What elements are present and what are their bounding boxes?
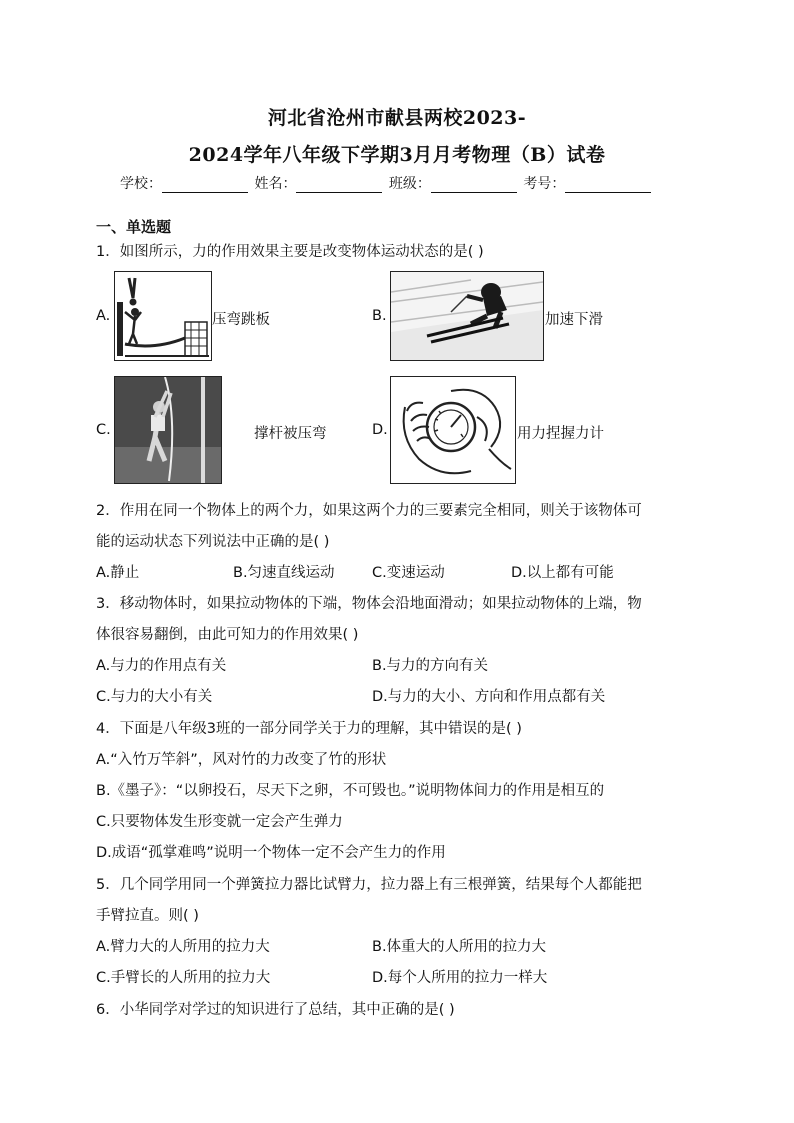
school-label: 学校：	[120, 176, 162, 192]
q1-stem: 1．如图所示，力的作用效果主要是改变物体运动状态的是( )	[96, 244, 484, 260]
q5-stem-line1: 5．几个同学用同一个弹簧拉力器比试臂力，拉力器上有三根弹簧，结果每个人都能把	[96, 877, 642, 893]
q1-option-c-caption: 撑杆被压弯	[254, 426, 327, 442]
q3-option-b[interactable]: B.与力的方向有关	[372, 658, 489, 674]
pole-vault-image	[114, 376, 222, 484]
q1-option-a-caption: 压弯跳板	[212, 312, 270, 328]
q4-option-c[interactable]: C.只要物体发生形变就一定会产生弹力	[96, 814, 343, 830]
student-info-row	[120, 173, 653, 193]
q1-option-b-letter[interactable]: B.	[372, 308, 387, 324]
skier-image	[390, 271, 544, 361]
q2-option-b[interactable]: B.匀速直线运动	[233, 565, 335, 581]
exam-title-line2: 2024学年八年级下学期3月月考物理（B）试卷	[188, 144, 606, 166]
exam-number-blank[interactable]	[565, 178, 651, 193]
q3-option-d[interactable]: D.与力的大小、方向和作用点都有关	[372, 689, 606, 705]
q3-stem-line1: 3．移动物体时，如果拉动物体的下端，物体会沿地面滑动；如果拉动物体的上端，物	[96, 596, 642, 612]
q3-stem-line2: 体很容易翻倒，由此可知力的作用效果( )	[96, 627, 359, 643]
q5-option-d[interactable]: D.每个人所用的拉力一样大	[372, 970, 548, 986]
exam-number-label: 考号：	[523, 176, 566, 192]
exam-title-line1: 河北省沧州市献县两校2023-	[267, 107, 527, 129]
q5-option-c[interactable]: C.手臂长的人所用的拉力大	[96, 970, 271, 986]
q1-option-d-caption: 用力捏握力计	[517, 426, 604, 442]
q4-option-a[interactable]: A.“入竹万竿斜”，风对竹的力改变了竹的形状	[96, 752, 387, 768]
class-blank[interactable]	[431, 178, 517, 193]
exam-number-field[interactable]	[523, 173, 653, 193]
q3-option-a[interactable]: A.与力的作用点有关	[96, 658, 227, 674]
q2-option-d[interactable]: D.以上都有可能	[511, 565, 614, 581]
section-title: 一、单选题	[96, 218, 172, 236]
q2-stem-line2: 能的运动状态下列说法中正确的是( )	[96, 534, 330, 550]
q2-option-c[interactable]: C.变速运动	[372, 565, 445, 581]
class-label: 班级：	[388, 176, 431, 192]
q5-option-a[interactable]: A.臂力大的人所用的拉力大	[96, 939, 270, 955]
class-field[interactable]	[389, 173, 519, 193]
q4-option-b[interactable]: B.《墨子》：“以卵投石，尽天下之卵，不可毁也。”说明物体间力的作用是相互的	[96, 783, 605, 799]
q5-option-b[interactable]: B.体重大的人所用的拉力大	[372, 939, 547, 955]
q4-option-d[interactable]: D.成语“孤掌难鸣”说明一个物体一定不会产生力的作用	[96, 845, 446, 861]
q3-option-c[interactable]: C.与力的大小有关	[96, 689, 213, 705]
q1-option-c-letter[interactable]: C.	[96, 422, 111, 438]
name-field[interactable]	[254, 173, 384, 193]
q5-stem-line2: 手臂拉直。则( )	[96, 908, 199, 924]
q2-stem-line1: 2．作用在同一个物体上的两个力，如果这两个力的三要素完全相同，则关于该物体可	[96, 503, 642, 519]
grip-dynamometer-image	[390, 376, 516, 484]
q1-option-a-letter[interactable]: A.	[96, 308, 111, 324]
q4-stem: 4．下面是八年级3班的一部分同学关于力的理解，其中错误的是( )	[96, 721, 522, 737]
q1-option-d-letter[interactable]: D.	[372, 422, 388, 438]
q2-option-a[interactable]: A.静止	[96, 565, 140, 581]
name-blank[interactable]	[296, 178, 382, 193]
q1-option-b-caption: 加速下滑	[545, 312, 603, 328]
q6-stem: 6．小华同学对学过的知识进行了总结，其中正确的是( )	[96, 1002, 455, 1018]
diver-springboard-image	[114, 271, 212, 361]
name-label: 姓名：	[254, 176, 297, 192]
school-field[interactable]	[120, 173, 250, 193]
school-blank[interactable]	[162, 178, 248, 193]
